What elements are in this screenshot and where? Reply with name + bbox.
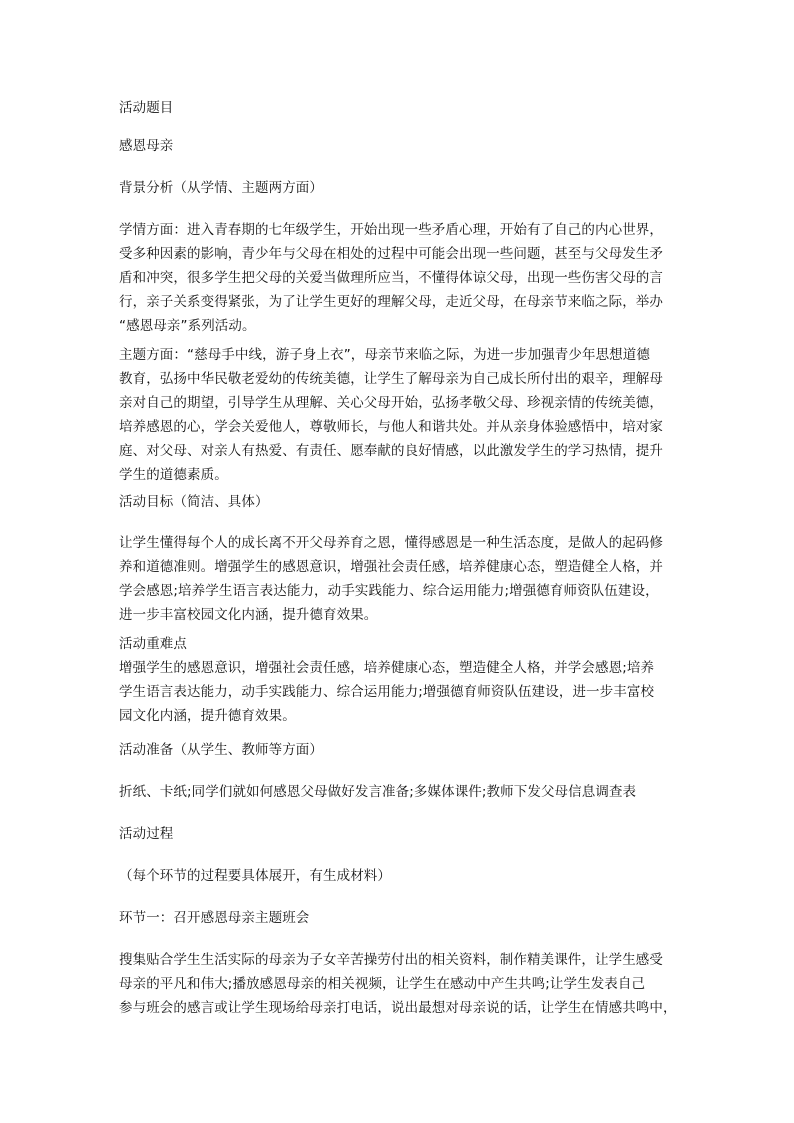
text-line: 教育，弘扬中华民敬老爱幼的传统美德，让学生了解母亲为自己成长所付出的艰辛，理解母 [119,371,663,387]
text-line: 学生语言表达能力，动手实践能力、综合运用能力;增强德育师资队伍建设，进一步丰富校 [119,684,655,700]
text-line: 盾和冲突，很多学生把父母的关爱当做理所应当，不懂得体谅父母，出现一些伤害父母的言 [119,270,663,286]
text-line: 折纸、卡纸;同学们就如何感恩父母做好发言准备;多媒体课件;教师下发父母信息调查表 [119,784,637,800]
text-line: 背景分析（从学情、主题两方面） [119,180,323,196]
text-line: 感恩母亲 [119,138,174,154]
heading-goals [119,490,269,514]
text-line: 养和道德准则。增强学生的感恩意识，增强社会责任感，培养健康心态，塑造健全人格，并 [119,559,663,575]
text-line: 活动准备（从学生、教师等方面） [119,742,323,758]
para-goals [119,531,663,627]
para-student-situation [119,218,663,338]
heading-key-points [119,632,187,656]
text-line: 主题方面：“慈母手中线，游子身上衣”，母亲节来临之际，为进一步加强青少年思想道德 [119,347,650,363]
text-line: 环节一：召开感恩母亲主题班会 [119,910,310,926]
text-line: 母亲的平凡和伟大;播放感恩母亲的相关视频，让学生在感动中产生共鸣;让学生发表自己 [119,976,646,992]
heading-background [119,176,323,200]
text-line: 让学生懂得每个人的成长离不开父母养育之恩，懂得感恩是一种生活态度，是做人的起码修 [119,535,663,551]
text-line: 培养感恩的心，学会关爱他人，尊敬师长，与他人和谐共处。并从亲身体验感悟中，培对家 [119,419,663,435]
text-line: 庭、对父母、对亲人有热爱、有责任、愿奉献的良好情感，以此激发学生的学习热情，提升 [119,443,663,459]
text-line: （每个环节的过程要具体展开，有生成材料） [119,868,391,884]
heading-preparation [119,738,323,762]
text-line: 受多种因素的影响，青少年与父母在相处的过程中可能会出现一些问题，甚至与父母发生矛 [119,246,663,262]
note-process [119,864,391,888]
text-line: 园文化内涵，提升德育效果。 [119,708,296,724]
text-line: 学情方面：进入青春期的七年级学生，开始出现一些矛盾心理，开始有了自己的内心世界， [119,222,663,238]
para-theme [119,343,663,487]
heading-activity-title [119,96,173,120]
text-line: 学生的道德素质。 [119,467,228,483]
text-line: 活动重难点 [119,636,187,652]
text-line: 活动题目 [119,100,174,116]
text-line: 搜集贴合学生生活实际的母亲为子女辛苦操劳付出的相关资料，制作精美课件，让学生感受 [119,952,663,968]
para-step-one [119,948,677,1020]
text-line: 进一步丰富校园文化内涵，提升德育效果。 [119,607,378,623]
activity-title-value [119,134,173,158]
heading-process [119,822,173,846]
para-key-points [119,656,654,728]
text-line: 参与班会的感言或让学生现场给母亲打电话，说出最想对母亲说的话，让学生在情感共鸣中， [119,1000,677,1016]
heading-step-one [119,906,309,930]
text-line: “感恩母亲”系列活动。 [119,318,256,334]
text-line: 活动目标（简洁、具体） [119,494,269,510]
text-line: 学会感恩;培养学生语言表达能力，动手实践能力、综合运用能力;增强德育师资队伍建设， [119,583,659,599]
text-line: 亲对自己的期望，引导学生从理解、关心父母开始，弘扬孝敬父母、珍视亲情的传统美德， [119,395,663,411]
text-line: 活动过程 [119,826,174,842]
para-preparation [119,780,636,804]
text-line: 行，亲子关系变得紧张，为了让学生更好的理解父母，走近父母，在母亲节来临之际，举办 [119,294,663,310]
text-line: 增强学生的感恩意识，增强社会责任感，培养健康心态，塑造健全人格，并学会感恩;培养 [119,660,655,676]
